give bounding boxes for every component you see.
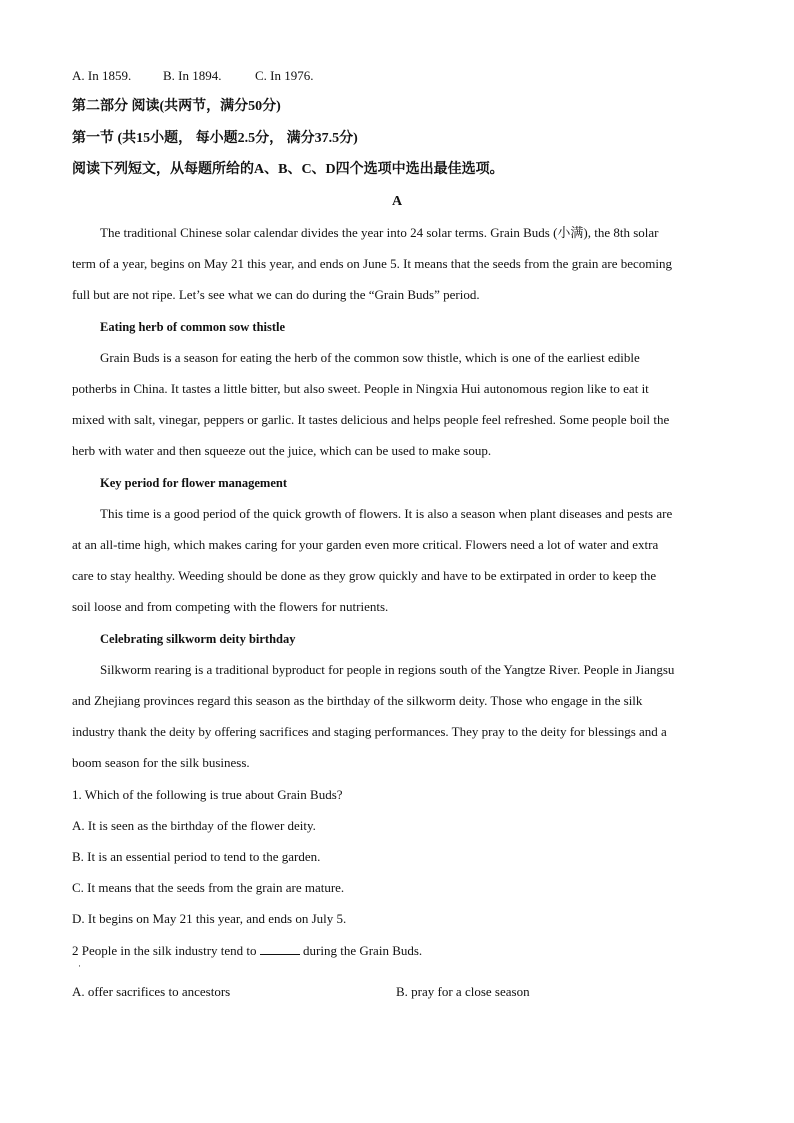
question-2-stem [72,942,422,959]
question-2-option-a: A. offer sacrifices to ancestors [72,984,231,999]
part2-heading: 第二部分 阅读(共两节，满分50分) [72,99,281,114]
paragraph-line: This time is a good period of the quick growth of flowers. It is also a season when plant diseases and pests are [100,506,673,521]
question-1-stem: 1. Which of the following is true about Grain Buds? [72,787,343,802]
paragraph-line: boom season for the silk business. [72,755,250,770]
stray-dot: · [78,961,81,971]
question-1-option-d: D. It begins on May 21 this year, and ends on July 5. [72,911,347,926]
section1-heading: 第一节 (共15小题， 每小题2.5分， 满分37.5分) [72,131,358,146]
intro-line: full but are not ripe. Let’s see what we can do during the “Grain Buds” period. [72,287,480,302]
paragraph-line: Grain Buds is a season for eating the herb of the common sow thistle, which is one of the earliest edible [100,350,640,365]
paragraph-line: herb with water and then squeeze out the juice, which can be used to make soup. [72,443,492,458]
intro-line: term of a year, begins on May 21 this year, and ends on June 5. It means that the seeds from the grain are becoming [72,256,673,271]
intro-line: The traditional Chinese solar calendar divides the year into 24 solar terms. Grain Buds (小满), the 8th solar [100,225,659,240]
answer-blank [260,942,300,955]
question-1-option-a: A. It is seen as the birthday of the flower deity. [72,818,316,833]
paragraph-line: soil loose and from competing with the flowers for nutrients. [72,599,389,614]
section-heading-silkworm: Celebrating silkworm deity birthday [100,632,296,646]
paragraph-line: industry thank the deity by offering sacrifices and staging performances. They pray to the deity for blessings and a [72,724,667,739]
question-2-option-b: B. pray for a close season [396,984,530,999]
prev-option-c: C. In 1976. [255,68,314,83]
question-1-option-c: C. It means that the seeds from the grain are mature. [72,880,345,895]
question-2-stem-after: during the Grain Buds. [303,943,423,958]
prev-option-b: B. In 1894. [163,68,222,83]
section-heading-sow-thistle: Eating herb of common sow thistle [100,320,286,334]
instruction: 阅读下列短文，从每题所给的A、B、C、D四个选项中选出最佳选项。 [72,162,504,177]
paragraph-line: and Zhejiang provinces regard this season as the birthday of the silkworm deity. Those who engage in the silk [72,693,643,708]
prev-option-a: A. In 1859. [72,68,132,83]
passage-label: A [391,194,403,209]
paragraph-line: care to stay healthy. Weeding should be done as they grow quickly and have to be extirpated in order to keep the [72,568,657,583]
paragraph-line: Silkworm rearing is a traditional byproduct for people in regions south of the Yangtze River. People in Jiangsu [100,662,675,677]
paragraph-line: mixed with salt, vinegar, peppers or garlic. It tastes delicious and helps people feel refreshed. Some people boil the [72,412,670,427]
question-2-stem-before: 2 People in the silk industry tend to [72,943,257,958]
question-1-option-b: B. It is an essential period to tend to the garden. [72,849,321,864]
paragraph-line: potherbs in China. It tastes a little bitter, but also sweet. People in Ningxia Hui autonomous region like to eat it [72,381,649,396]
section-heading-flower: Key period for flower management [100,476,287,490]
paragraph-line: at an all-time high, which makes caring for your garden even more critical. Flowers need a lot of water and extra [72,537,659,552]
